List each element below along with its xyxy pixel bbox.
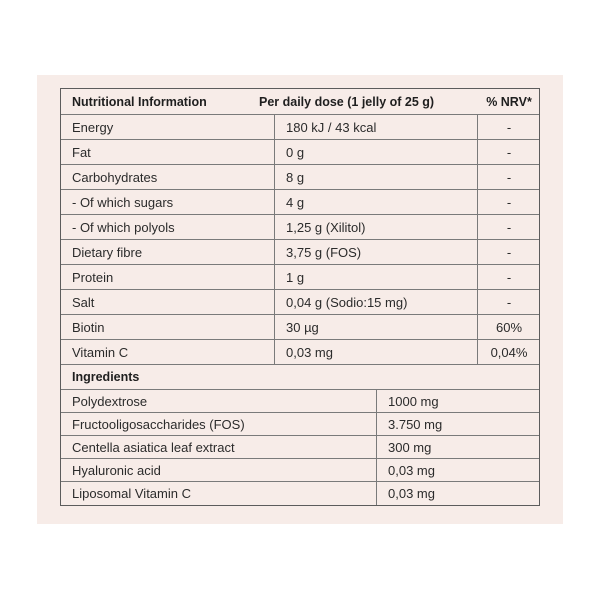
nutrient-nrv: 60% <box>495 319 523 335</box>
table-row <box>61 390 539 413</box>
table-row <box>61 340 539 365</box>
nutrient-nrv: - <box>506 194 512 210</box>
nutrient-nrv: - <box>506 269 512 285</box>
nutrient-nrv: 0,04% <box>490 344 528 360</box>
nutrient-amount: 180 kJ / 43 kcal <box>286 119 377 135</box>
nutrient-amount: 0 g <box>286 144 305 160</box>
nutrient-name: Salt <box>72 294 95 310</box>
table-row <box>61 115 539 140</box>
table-row <box>61 240 539 265</box>
ingredient-amount: 1000 mg <box>388 393 439 409</box>
nutrient-amount: 3,75 g (FOS) <box>286 244 362 260</box>
header-nrv: % NRV* <box>486 94 532 109</box>
header-nutritional-information: Nutritional Information <box>72 94 207 109</box>
nutrient-name: Fat <box>72 144 91 160</box>
table-row <box>61 482 539 505</box>
table-row <box>61 459 539 482</box>
ingredient-name: Hyaluronic acid <box>72 462 161 478</box>
nutrition-facts-table <box>60 88 540 506</box>
ingredient-amount: 0,03 mg <box>388 486 435 501</box>
table-row <box>61 140 539 165</box>
table-row <box>61 265 539 290</box>
nutrient-nrv: - <box>506 169 512 185</box>
nutrient-nrv: - <box>506 244 512 260</box>
nutrient-name: Dietary fibre <box>72 244 143 260</box>
nutrient-amount: 8 g <box>286 169 305 185</box>
table-header-row <box>61 89 539 115</box>
nutrient-nrv: - <box>506 144 512 160</box>
table-row <box>61 165 539 190</box>
nutrient-name: - Of which sugars <box>72 194 174 210</box>
ingredient-amount: 3.750 mg <box>388 416 443 432</box>
nutrient-amount: 4 g <box>286 194 305 210</box>
ingredient-name: Liposomal Vitamin C <box>72 486 191 501</box>
ingredients-header-row <box>61 365 539 390</box>
table-row <box>61 290 539 315</box>
nutrient-amount: 1,25 g (Xilitol) <box>286 219 366 235</box>
nutrient-name: Carbohydrates <box>72 169 158 185</box>
nutrient-amount: 0,03 mg <box>286 344 333 360</box>
header-per-daily-dose: Per daily dose (1 jelly of 25 g) <box>259 94 435 109</box>
nutrient-name: Energy <box>72 119 114 135</box>
table-row <box>61 436 539 459</box>
header-ingredients: Ingredients <box>72 370 140 384</box>
nutrient-amount: 30 µg <box>286 319 319 335</box>
nutrient-name: Vitamin C <box>72 344 129 360</box>
table-row <box>61 413 539 436</box>
table-row <box>61 190 539 215</box>
nutrition-body <box>61 115 539 365</box>
nutrient-nrv: - <box>506 119 512 135</box>
ingredient-name: Fructooligosaccharides (FOS) <box>72 416 245 432</box>
nutrient-nrv: - <box>506 294 512 310</box>
ingredients-body <box>61 390 539 505</box>
ingredient-name: Polydextrose <box>72 393 148 409</box>
nutrient-name: Biotin <box>72 319 105 335</box>
ingredient-name: Centella asiatica leaf extract <box>72 439 235 455</box>
nutrient-name: Protein <box>72 269 114 285</box>
nutrient-amount: 1 g <box>286 269 305 285</box>
ingredient-amount: 0,03 mg <box>388 462 435 478</box>
nutrient-amount: 0,04 g (Sodio:15 mg) <box>286 294 408 310</box>
nutrient-nrv: - <box>506 219 512 235</box>
ingredient-amount: 300 mg <box>388 439 432 455</box>
nutrient-name: - Of which polyols <box>72 219 175 235</box>
table-row <box>61 315 539 340</box>
table-row <box>61 215 539 240</box>
